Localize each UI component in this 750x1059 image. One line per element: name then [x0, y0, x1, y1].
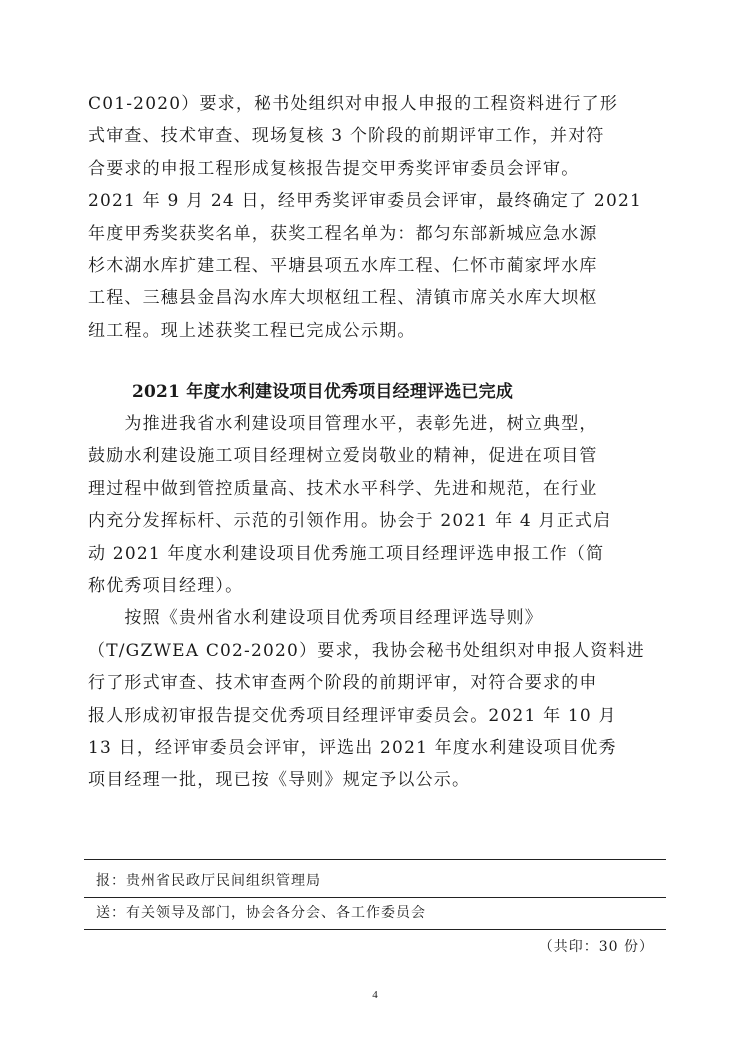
paragraph-line: 式审查、技术审查、现场复核 3 个阶段的前期评审工作，并对符	[88, 126, 605, 147]
paragraph-line: 内充分发挥标杆、示范的引领作用。协会于 2021 年 4 月正式启	[88, 511, 612, 532]
footer-divider-bottom	[84, 929, 666, 930]
paragraph-line: C01-2020）要求，秘书处组织对申报人申报的工程资料进行了形	[88, 94, 619, 114]
paragraph-line: 年度甲秀奖获奖名单，获奖工程名单为：都匀东部新城应急水源	[88, 223, 598, 244]
report-to-line: 报：贵州省民政厅民间组织管理局	[96, 873, 321, 889]
section-heading: 2021 年度水利建设项目优秀项目经理评选已完成	[132, 382, 514, 402]
paragraph-line: 合要求的申报工程形成复核报告提交甲秀奖评审委员会评审。	[88, 158, 580, 179]
page-number: 4	[372, 989, 378, 1001]
section2-paragraphs	[88, 408, 668, 797]
paragraph-line: 按照《贵州省水利建设项目优秀项目经理评选导则》	[88, 608, 543, 629]
paragraph-line: 纽工程。现上述获奖工程已完成公示期。	[88, 320, 416, 341]
paragraph-line: 行了形式审查、技术审查两个阶段的前期评审，对符合要求的申	[88, 673, 598, 694]
section1-paragraph	[88, 88, 668, 347]
paragraph-line: （T/GZWEA C02-2020）要求，我协会秘书处组织对申报人资料进	[88, 640, 645, 661]
send-to-line: 送：有关领导及部门，协会各分会、各工作委员会	[96, 905, 426, 921]
paragraph-line: 项目经理一批，现已按《导则》规定予以公示。	[88, 770, 471, 791]
footer-divider-top	[84, 859, 666, 860]
print-copies-note: （共印：30 份）	[538, 939, 654, 955]
paragraph-line: 13 日，经评审委员会评审，评选出 2021 年度水利建设项目优秀	[88, 737, 617, 758]
paragraph-line: 动 2021 年度水利建设项目优秀施工项目经理评选申报工作（简	[88, 543, 605, 564]
paragraph-line: 2021 年 9 月 24 日，经甲秀奖评审委员会评审，最终确定了 2021	[88, 191, 642, 212]
paragraph-line: 杉木湖水库扩建工程、平塘县项五水库工程、仁怀市蔺家坪水库	[88, 255, 598, 276]
paragraph-line: 报人形成初审报告提交优秀项目经理评审委员会。2021 年 10 月	[88, 705, 617, 726]
footer-divider-middle	[84, 897, 666, 898]
paragraph-line: 称优秀项目经理）。	[88, 575, 244, 596]
paragraph-line: 工程、三穗县金昌沟水库大坝枢纽工程、清镇市席关水库大坝枢	[88, 288, 598, 309]
paragraph-line: 为推进我省水利建设项目管理水平，表彰先进，树立典型，	[88, 414, 598, 434]
paragraph-line: 理过程中做到管控质量高、技术水平科学、先进和规范，在行业	[88, 478, 598, 499]
paragraph-line: 鼓励水利建设施工项目经理树立爱岗敬业的精神，促进在项目管	[88, 446, 598, 467]
